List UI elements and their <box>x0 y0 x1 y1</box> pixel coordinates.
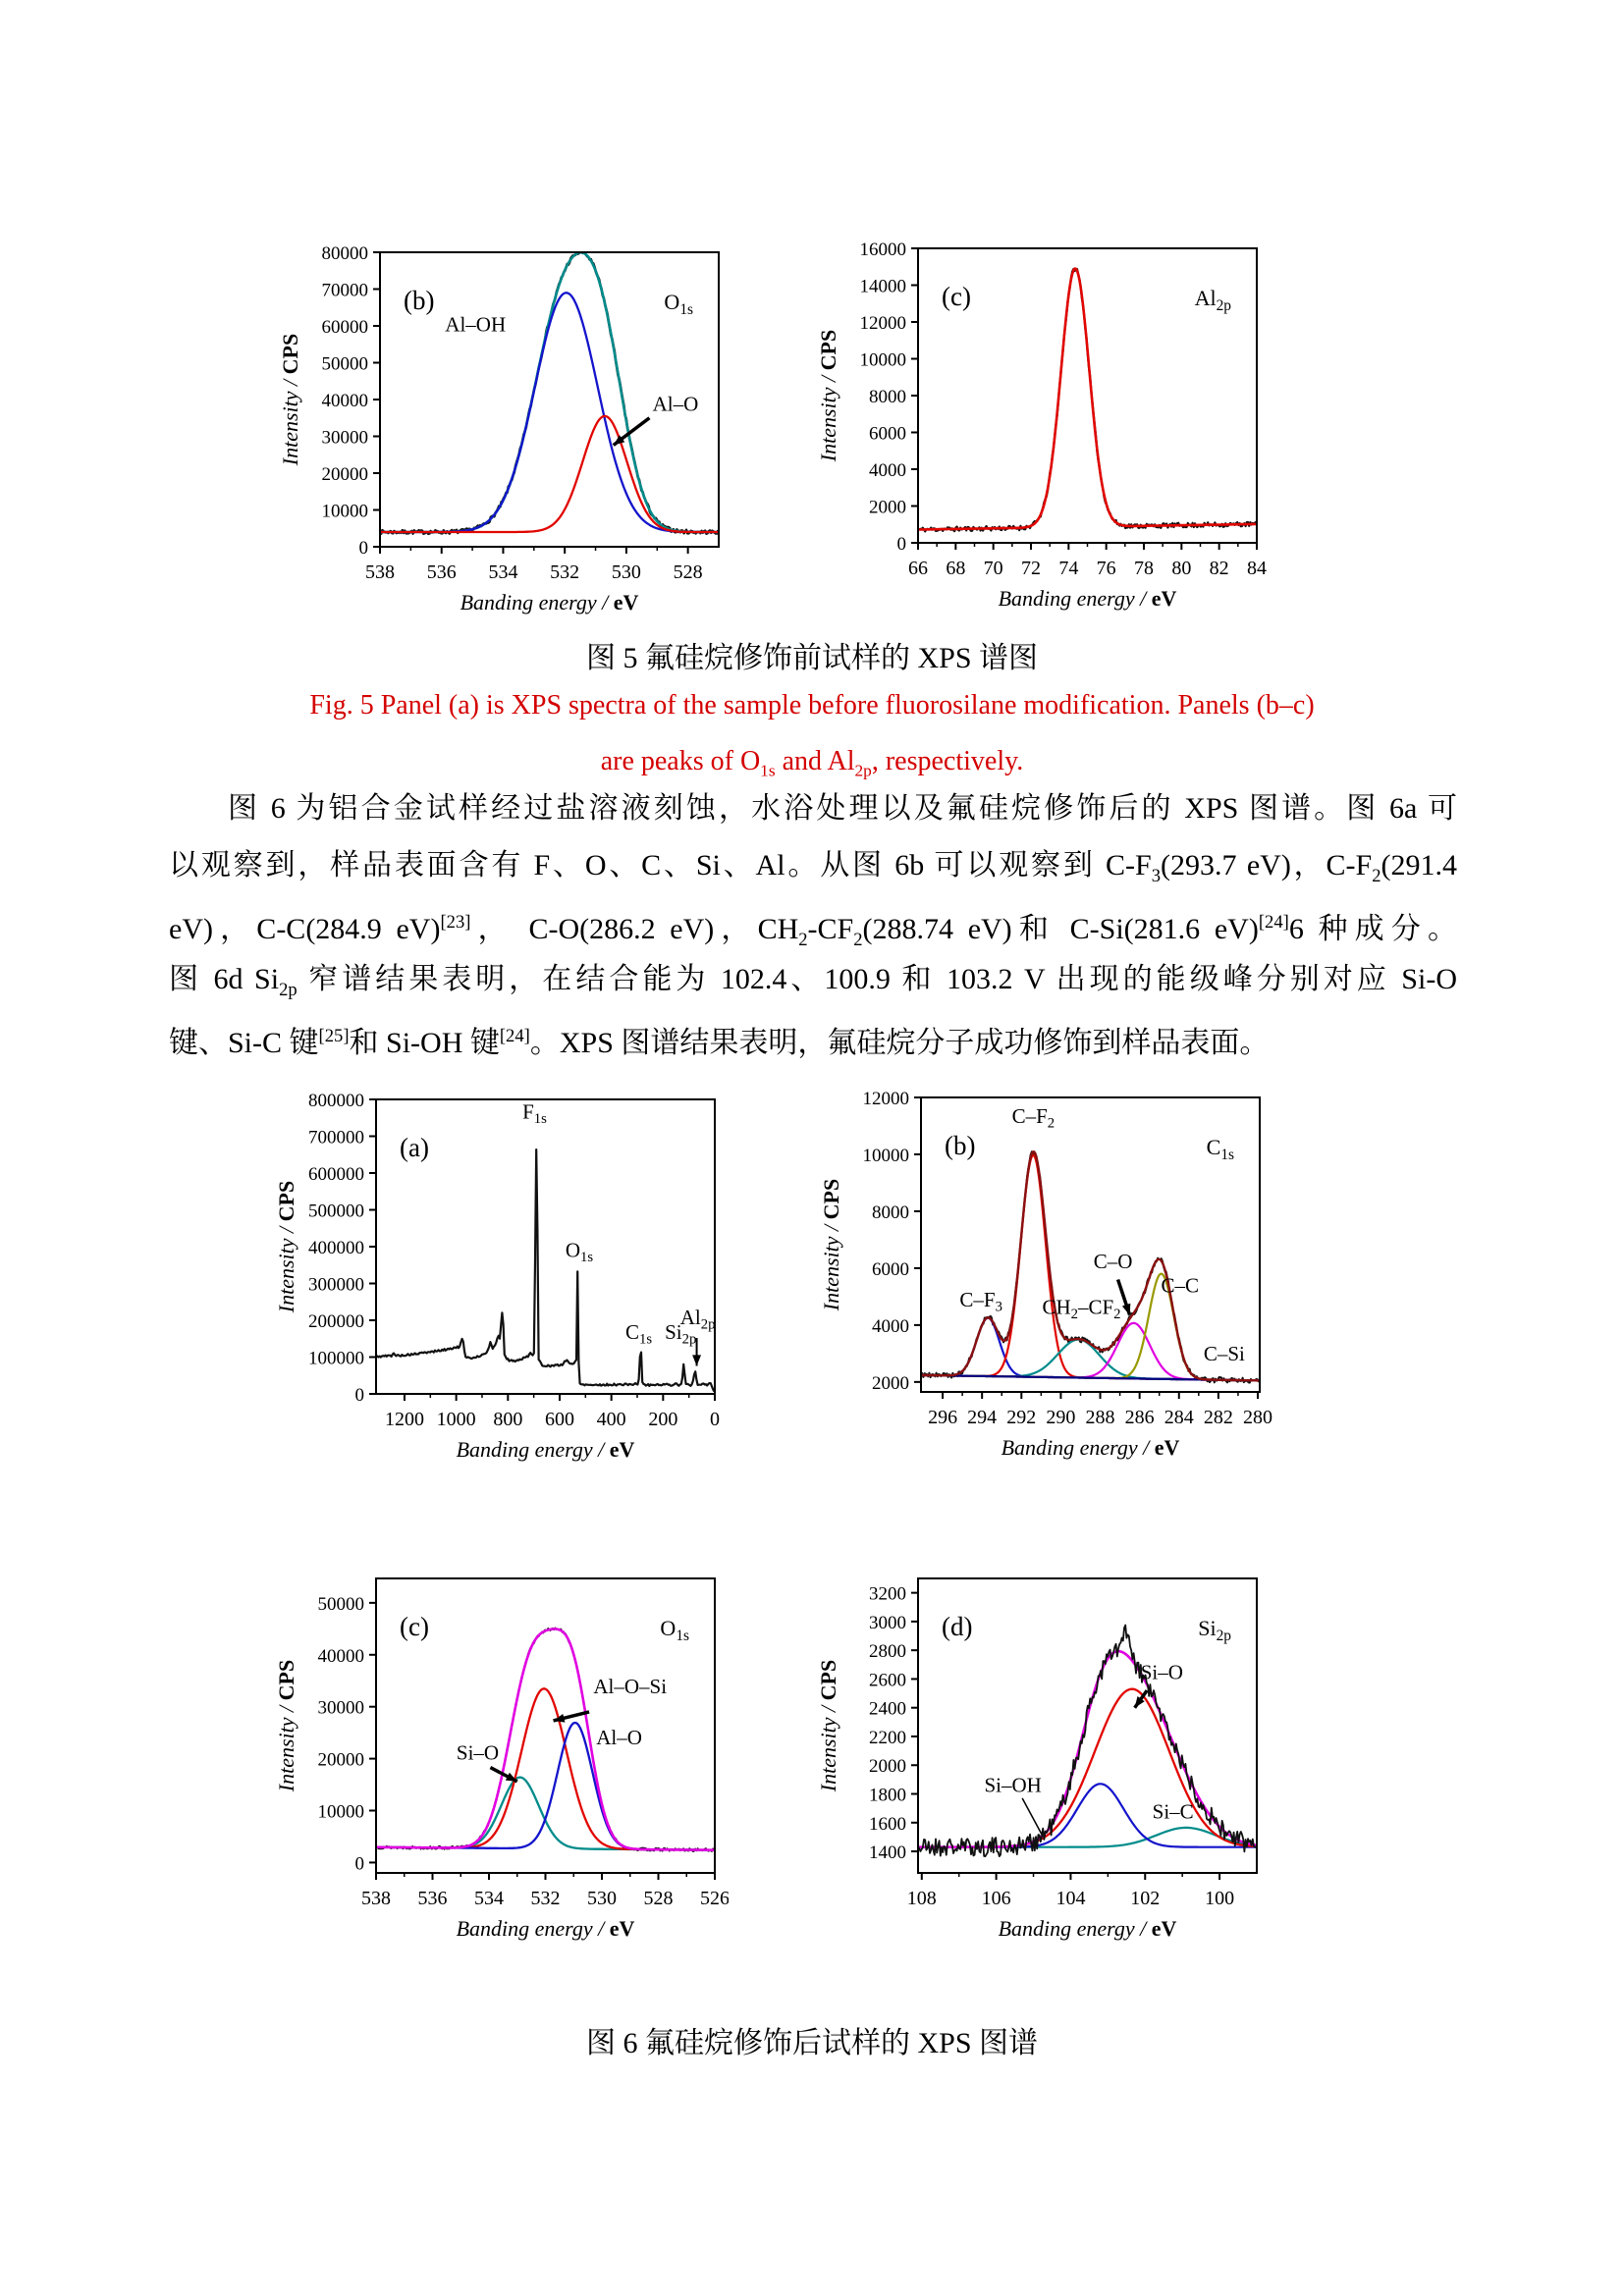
x-tick-label: 70 <box>983 558 1003 579</box>
y-tick-label: 50000 <box>317 1593 364 1615</box>
y-tick-label: 2400 <box>869 1698 906 1720</box>
x-tick-label: 282 <box>1203 1407 1233 1428</box>
y-tick-label: 4000 <box>869 460 906 481</box>
peak-annotation: Al–OH <box>445 312 507 337</box>
peak-annotation: $O_{1s}$ <box>565 1238 594 1266</box>
y-tick-label: 30000 <box>317 1697 364 1719</box>
peak-annotation: C–O <box>1093 1249 1133 1273</box>
y-tick-label: 8000 <box>872 1201 909 1223</box>
x-tick-label: 78 <box>1134 558 1154 579</box>
x-tick-label: 106 <box>981 1888 1011 1909</box>
fig6d-series-group <box>918 1626 1256 1857</box>
spectrum-corner-label: $C_{1s}$ <box>1206 1135 1234 1163</box>
y-tick-label: 200000 <box>308 1311 364 1332</box>
x-tick-label: 108 <box>906 1888 937 1909</box>
paragraph-line-3: eV)，C-C(284.9 eV)[23]， C-O(286.2 eV)，$CH_2-CF_2(288.74$ eV)和 C-Si(281.6 eV)[24]6 种成分。 <box>169 912 1457 950</box>
y-tick-label: 400000 <box>308 1238 364 1258</box>
peak-annotation: C–Si <box>1203 1342 1245 1366</box>
x-tick-label: 68 <box>946 558 966 579</box>
peak-annotation: $F_{1s}$ <box>522 1099 547 1128</box>
spectrum-corner-label: $O_{1s}$ <box>664 290 693 318</box>
annotation-arrow-head <box>1122 1304 1130 1315</box>
x-tick-label: 102 <box>1130 1888 1161 1909</box>
x-tick-label: 80 <box>1171 558 1192 579</box>
y-tick-label: 1600 <box>869 1813 906 1835</box>
y-tick-label: 2000 <box>869 1756 906 1778</box>
y-tick-label: 40000 <box>321 391 368 411</box>
al-o-component <box>376 1723 714 1850</box>
y-tick-label: 2800 <box>869 1641 906 1663</box>
panel-label: (b) <box>945 1131 976 1160</box>
spectrum-corner-label: $Si_{2p}$ <box>1198 1616 1231 1644</box>
al-o-si-component <box>376 1688 714 1849</box>
y-tick-label: 12000 <box>862 1089 909 1109</box>
y-tick-label: 8000 <box>869 387 906 407</box>
x-tick-label: 530 <box>587 1888 617 1909</box>
y-axis-title: Intensity / CPS <box>819 1178 843 1311</box>
x-tick-label: 538 <box>365 561 395 583</box>
y-tick-label: 600000 <box>308 1164 364 1185</box>
y-tick-label: 10000 <box>317 1801 364 1823</box>
paragraph-line-1: 图 6 为铝合金试样经过盐溶液刻蚀，水浴处理以及氟硅烷修饰后的 XPS 图谱。图 6a 可 <box>228 792 1457 825</box>
y-axis-title: Intensity / CPS <box>816 1659 840 1792</box>
paragraph-line-5: 键、Si-C 键[25]和 Si-OH 键[24]。XPS 图谱结果表明，氟硅烷分子成功修饰到样品表面。 <box>169 1026 1270 1059</box>
y-tick-label: 1800 <box>869 1785 906 1806</box>
peak-annotation: Al–O <box>652 392 699 416</box>
x-tick-label: 72 <box>1021 558 1041 579</box>
x-axis-title: Banding energy / eV <box>998 586 1177 611</box>
y-tick-label: 2000 <box>872 1372 909 1394</box>
figure5-caption-english-line1: Fig. 5 Panel (a) is XPS spectra of the sample before fluorosilane modification. Panels (b–c) <box>309 690 1315 721</box>
x-tick-label: 76 <box>1096 558 1116 579</box>
x-tick-label: 286 <box>1124 1407 1155 1428</box>
y-tick-label: 20000 <box>317 1749 364 1771</box>
y-tick-label: 100000 <box>308 1348 364 1369</box>
x-tick-label: 290 <box>1046 1407 1076 1428</box>
axis-ticks <box>369 1603 715 1880</box>
fig6d-svg <box>810 1563 1271 1946</box>
peak-annotation: Al–O <box>596 1725 642 1749</box>
y-tick-label: 40000 <box>317 1645 364 1667</box>
annotation-arrow-line <box>1022 1798 1042 1835</box>
peak-annotation: Si–O <box>1140 1660 1183 1684</box>
spectrum-corner-label: $O_{1s}$ <box>660 1616 689 1644</box>
chart-fig5b-o1s-before <box>272 237 732 619</box>
panel-label: (d) <box>942 1612 973 1641</box>
y-tick-label: 20000 <box>321 464 368 485</box>
x-tick-label: 532 <box>530 1888 561 1909</box>
chart-fig6b-c1s-after <box>813 1082 1273 1465</box>
x-tick-label: 296 <box>928 1407 958 1428</box>
y-tick-label: 0 <box>354 1385 364 1406</box>
y-axis-title: Intensity / CPS <box>274 1659 298 1792</box>
x-tick-label: 292 <box>1006 1407 1037 1428</box>
x-tick-label: 82 <box>1209 558 1229 579</box>
peak-annotation: Si–O <box>456 1740 500 1765</box>
y-tick-label: 10000 <box>862 1145 909 1166</box>
peak-annotation: $C-F_2$ <box>1011 1104 1056 1132</box>
paragraph-line-4: 图 6d $Si_{2p}$ 窄谱结果表明，在结合能为 102.4、100.9 和 103.2 V 出现的能级峰分别对应 Si-O <box>169 963 1457 1000</box>
x-tick-label: 74 <box>1058 558 1079 579</box>
y-tick-label: 60000 <box>321 317 368 338</box>
fig6a-svg <box>268 1084 729 1467</box>
y-tick-label: 2600 <box>869 1670 906 1691</box>
fig6a-series-group <box>376 1149 714 1392</box>
figure6-caption-chinese: 图 6 氟硅烷修饰后试样的 XPS 图谱 <box>585 2027 1039 2059</box>
y-tick-label: 14000 <box>859 276 906 297</box>
x-tick-label: 84 <box>1247 558 1267 579</box>
x-tick-label: 1200 <box>384 1409 424 1430</box>
x-tick-label: 0 <box>710 1409 720 1430</box>
peak-annotation: $C_{1s}$ <box>625 1319 653 1348</box>
y-tick-label: 50000 <box>321 353 368 375</box>
peak-annotation: C–C <box>1161 1273 1200 1298</box>
peak-annotation: Al–O–Si <box>593 1674 668 1698</box>
x-axis-title: Banding energy / eV <box>456 1916 635 1941</box>
x-tick-label: 100 <box>1205 1888 1235 1909</box>
y-axis-title: Intensity / CPS <box>816 329 840 462</box>
y-axis-title: Intensity / CPS <box>278 333 302 466</box>
spectrum-corner-label: $Al_{2p}$ <box>1194 286 1231 314</box>
peak-annotation: $Si_{2p}$ <box>665 1319 697 1348</box>
y-axis-title: Intensity / CPS <box>274 1180 298 1313</box>
y-tick-label: 2200 <box>869 1727 906 1748</box>
y-tick-label: 30000 <box>321 427 368 449</box>
x-tick-label: 200 <box>648 1409 678 1430</box>
panel-label: (c) <box>942 282 971 311</box>
fig5c-svg <box>810 233 1271 615</box>
panel-label: (b) <box>404 286 435 315</box>
fig6c-series-group <box>376 1628 714 1851</box>
y-tick-label: 800000 <box>308 1091 364 1111</box>
y-tick-label: 3000 <box>869 1612 906 1633</box>
x-tick-label: 536 <box>426 561 457 583</box>
y-tick-label: 300000 <box>308 1274 364 1296</box>
survey-spectrum <box>376 1149 714 1392</box>
x-tick-label: 288 <box>1085 1407 1115 1428</box>
x-tick-label: 600 <box>544 1409 574 1430</box>
peak-annotation: $CH_2-CF_2$ <box>1042 1295 1121 1322</box>
body-paragraph <box>169 780 1457 1065</box>
si2p-envelope <box>918 1651 1256 1847</box>
x-tick-label: 280 <box>1242 1407 1272 1428</box>
y-tick-label: 1400 <box>869 1842 906 1864</box>
figure5-caption-chinese: 图 5 氟硅烷修饰前试样的 XPS 谱图 <box>585 642 1039 674</box>
chart-fig5c-al2p-before <box>810 233 1271 615</box>
chart-fig6d-si2p-after <box>810 1563 1271 1946</box>
y-tick-label: 70000 <box>321 280 368 301</box>
si2p-raw-data <box>918 1626 1256 1857</box>
x-tick-label: 526 <box>700 1888 729 1909</box>
peak-annotation: Si–C <box>1152 1799 1194 1824</box>
x-tick-label: 104 <box>1056 1888 1086 1909</box>
y-tick-label: 16000 <box>859 240 906 260</box>
al-o-component <box>380 416 718 532</box>
si-c-component <box>918 1828 1256 1847</box>
x-axis-title: Banding energy / eV <box>1001 1435 1180 1460</box>
x-tick-label: 534 <box>488 561 518 583</box>
peak-annotation: $C-F_3$ <box>959 1288 1002 1315</box>
y-tick-label: 10000 <box>859 349 906 371</box>
y-tick-label: 700000 <box>308 1127 364 1148</box>
peak-annotation: $Al_{2p}$ <box>679 1305 716 1333</box>
y-tick-label: 0 <box>896 534 906 555</box>
y-tick-label: 10000 <box>321 501 368 522</box>
si-o-component <box>376 1778 714 1850</box>
x-tick-label: 800 <box>493 1409 523 1430</box>
figure5-caption-english-line2: are peaks of $O_{1s}$ and $Al_{2p}$, respectively. <box>600 746 1024 780</box>
y-tick-label: 3200 <box>869 1583 906 1605</box>
chart-fig6c-o1s-after <box>268 1563 729 1946</box>
x-tick-label: 534 <box>474 1888 504 1909</box>
x-tick-label: 536 <box>417 1888 448 1909</box>
panel-label: (a) <box>400 1133 429 1162</box>
x-tick-label: 530 <box>611 561 641 583</box>
paragraph-line-2: 以观察到，样品表面含有 F、O、C、Si、Al。从图 6b 可以观察到 $C-F_3(293.7$ eV)，$C-F_2(291.4$ <box>169 849 1457 886</box>
x-tick-label: 528 <box>643 1888 674 1909</box>
x-tick-label: 294 <box>967 1407 998 1428</box>
x-tick-label: 284 <box>1164 1407 1194 1428</box>
y-tick-label: 0 <box>354 1853 364 1875</box>
x-tick-label: 400 <box>596 1409 626 1430</box>
y-tick-label: 500000 <box>308 1201 364 1222</box>
peak-annotation: Si–OH <box>984 1773 1042 1797</box>
x-axis-title: Banding energy / eV <box>998 1916 1177 1941</box>
fig5b-svg <box>272 237 732 619</box>
y-tick-label: 80000 <box>321 243 368 264</box>
x-tick-label: 528 <box>673 561 703 583</box>
x-tick-label: 1000 <box>436 1409 476 1430</box>
y-tick-label: 12000 <box>859 313 906 334</box>
y-tick-label: 2000 <box>869 497 906 518</box>
annotation-arrow-head <box>692 1355 701 1365</box>
fig6b-svg <box>813 1082 1273 1465</box>
y-tick-label: 6000 <box>872 1258 909 1280</box>
x-tick-label: 532 <box>550 561 580 583</box>
x-tick-label: 538 <box>361 1888 391 1909</box>
x-axis-title: Banding energy / eV <box>456 1437 635 1462</box>
x-tick-label: 66 <box>908 558 928 579</box>
chart-fig6a-survey-after <box>268 1084 729 1467</box>
y-tick-label: 0 <box>358 538 368 559</box>
y-tick-label: 6000 <box>869 423 906 445</box>
fig6c-svg <box>268 1563 729 1946</box>
panel-label: (c) <box>400 1612 429 1641</box>
x-axis-title: Banding energy / eV <box>460 590 639 614</box>
y-tick-label: 4000 <box>872 1315 909 1337</box>
